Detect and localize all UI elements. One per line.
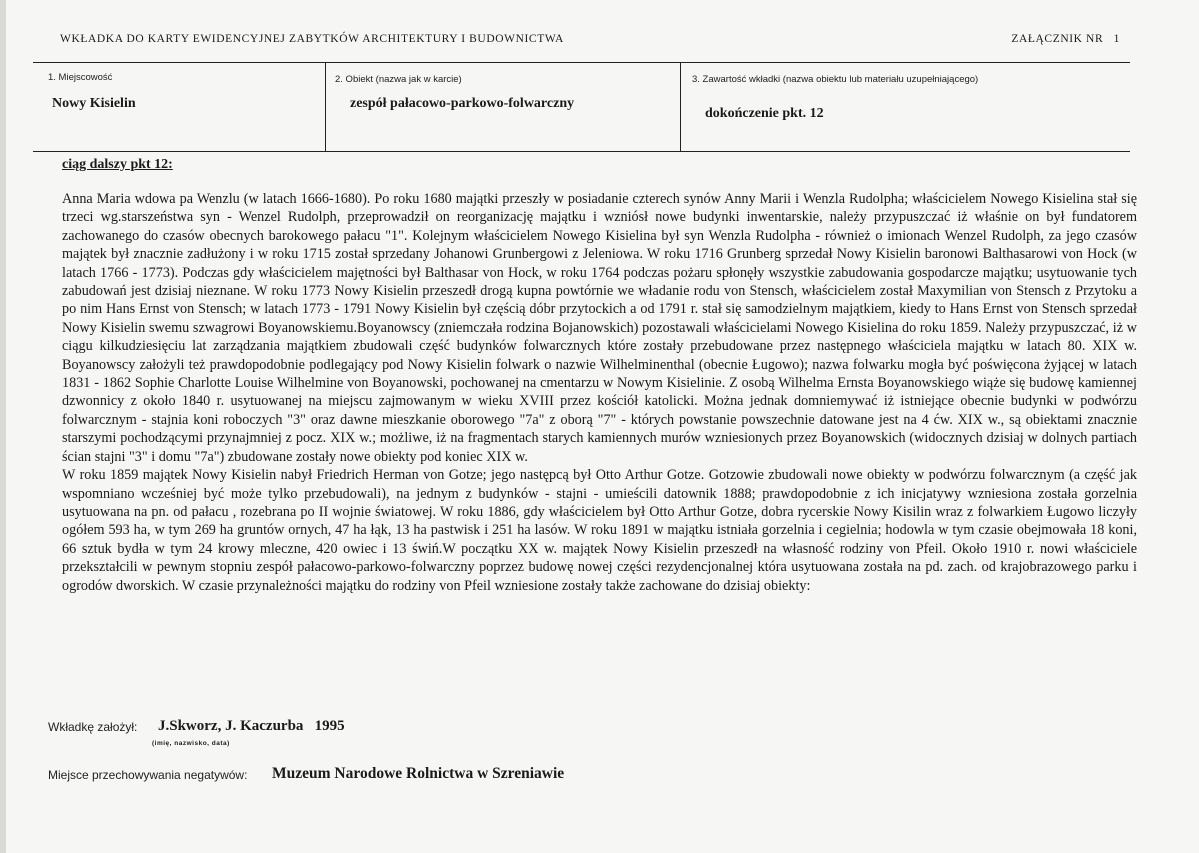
history-text bbox=[62, 190, 1137, 595]
object-value: zespół pałacowo-parkowo-folwarczny bbox=[350, 96, 575, 111]
locality-label: 1. Miejscowość bbox=[48, 72, 113, 83]
attachment-number: ZAŁĄCZNIK NR 1 bbox=[1011, 33, 1120, 45]
history-paragraph-2: W roku 1859 majątek Nowy Kisielin nabył Friedrich Herman von Gotze; jego następcą był Otto Arthur Gotze. Gotzowie zbudowali nowe obiekty w podwórzu folwarcznym (a część jak wspomniano wcześniej być może tylko przebudowali), na jednym z budynków - stajni - umieścili datownik 1888; prawdopodobnie z ich inicjatywy wzniesiona została gorzelnia usytuowana na pn. od pałacu , rozebrana po II wojnie światowej. W roku 1886, gdy właścicielem był Otto Arthur Gotze, dobra rycerskie Nowy Kisilin wraz z folwarkiem Ługowo liczyły ogółem 593 ha, w tym 269 ha gruntów ornych, 47 ha łąk, 13 ha pastwisk i 251 ha lasów. W roku 1891 w majątku istniała gorzelnia i cegielnia; hodowla w tym czasie obejmowała 18 koni, 66 sztuk bydła w tym 24 krowy mleczne, 420 owiec i 13 świń.W początku XX w. majątek Nowy Kisielin przeszedł na własność rodziny von Pfeil. Około 1910 r. nowi właściciele przekształcili w pewnym stopniu zespół pałacowo-parkowo-folwarczny poprzez budowę nowej części rezydencjonalnej która usytuowana została na pd. zach. od krajobrazowego parku i ogrodów dworskich. W czasie przynależności majątku do rodziny von Pfeil wzniesione zostały także zachowane do dzisiaj obiekty: bbox=[62, 467, 1137, 594]
scan-edge bbox=[0, 0, 6, 853]
object-label: 2. Obiekt (nazwa jak w karcie) bbox=[335, 74, 462, 85]
storage-label: Miejsce przechowywania negatywów: bbox=[48, 768, 248, 782]
cell-divider-2 bbox=[680, 62, 681, 151]
content-value: dokończenie pkt. 12 bbox=[705, 106, 824, 121]
form-title: WKŁADKA DO KARTY EWIDENCYJNEJ ZABYTKÓW ARCHITEKTURY I BUDOWNICTWA bbox=[60, 33, 564, 45]
author-note: (imię, nazwisko, data) bbox=[152, 740, 230, 747]
table-top-rule bbox=[33, 62, 1130, 63]
author-label: Wkładkę założył: bbox=[48, 720, 138, 734]
table-bottom-rule bbox=[33, 151, 1130, 152]
section-title: ciąg dalszy pkt 12: bbox=[62, 157, 173, 172]
cell-divider-1 bbox=[325, 62, 326, 151]
history-paragraph-1: Anna Maria wdowa pa Wenzlu (w latach 1666-1680). Po roku 1680 majątki przeszły w posiadanie czterech synów Anny Marii i Wenzla Rudolpha; właścicielem Nowego Kisielina stał się trzeci wg.starszeństwa syn - Wenzel Rudolph, przeprowadził on reorganizację majątku i wzniósł nowe budynki inwentarskie, należy przypuszczać iż właśnie on był fundatorem zachowanego do czasów obecnych barokowego pałacu "1". Kolejnym właścicielem Nowego Kisielina był syn Wenzla Rudolpha - również o imionach Wenzel Rudolph, za jego czasów majątek był znacznie zadłużony i w roku 1715 został sprzedany Johanowi Grunbergowi z Jeleniowa. W roku 1716 Grunberg sprzedał Nowy Kisielin baronowi Balthasarowi von Hock (w latach 1766 - 1773). Podczas gdy właścicielem majętności był Balthasar von Hock, w roku 1764 podczas pożaru spłonęły wszystkie zabudowania gospodarcze majątku; usytuowanie tych zabudowań jest dzisiaj nieznane. W roku 1773 Nowy Kisielin przeszedł drogą kupna powtórnie we władanie rodu von Stensch, właścicielem został Maxymilian von Stensch z Przytoku a po nim Hans Ernst von Stensch; w latach 1773 - 1791 Nowy Kisielin był częścią dóbr przytockich a od 1791 r. stał się samodzielnym majątkiem, kiedy to Hans Ernst von Stensch sprzedał Nowy Kisielin swemu szwagrowi Boyanowskiemu.Boyanowscy (zniemczała rodzina Bojanowskich) pozostawali właścicielami Nowego Kisielina do roku 1859. Należy przypuszczać, iż w ciągu kilkudziesięciu lat zarządzania majątkiem zbudowali część budynków folwarcznych które zostały przebudowane przez następnego właściciela majątku w latach 80. XIX w. Boyanowscy założyli też prawdopodobnie podlegający pod Nowy Kisielin folwark o nazwie Wilhelminenthal (obecnie Ługowo); nazwa folwarku mogła być poświęcona żyjącej w latach 1831 - 1862 Sophie Charlotte Louise Wilhelmine von Boyanowski, pochowanej na cmentarzu w Nowym Kisielinie. Z osobą Wilhelma Ernsta Boyanowskiego wiąże się budowę kamiennej dzwonnicy z około 1840 r. usytuowanej na miejscu zajmowanym w wieku XVIII przez kościół katolicki. Można jednak domniemywać iż istniejące obecnie budynki w podwórzu folwarcznym - stajnia koni roboczych "3" oraz dawne mieszkanie oborowego "7a" z oborą "7" - których powstanie powszechnie datowane jest na 4 ćw. XIX w., są obiektami znacznie starszymi pochodzącymi przynajmniej z pocz. XIX w.; możliwe, iż na fragmentach starych kamiennych murów wzniesionych przez Boyanowskich (widocznych dzisiaj w dolnych partiach ścian stajni "3" i domu "7a") zbudowane zostały nowe obiekty pod koniec XIX w. bbox=[62, 191, 1137, 465]
storage-value: Muzeum Narodowe Rolnictwa w Szreniawie bbox=[272, 765, 565, 782]
locality-value: Nowy Kisielin bbox=[52, 96, 136, 111]
content-label: 3. Zawartość wkładki (nazwa obiektu lub materiału uzupełniającego) bbox=[692, 74, 979, 85]
author-value: J.Skworz, J. Kaczurba 1995 bbox=[158, 718, 345, 734]
